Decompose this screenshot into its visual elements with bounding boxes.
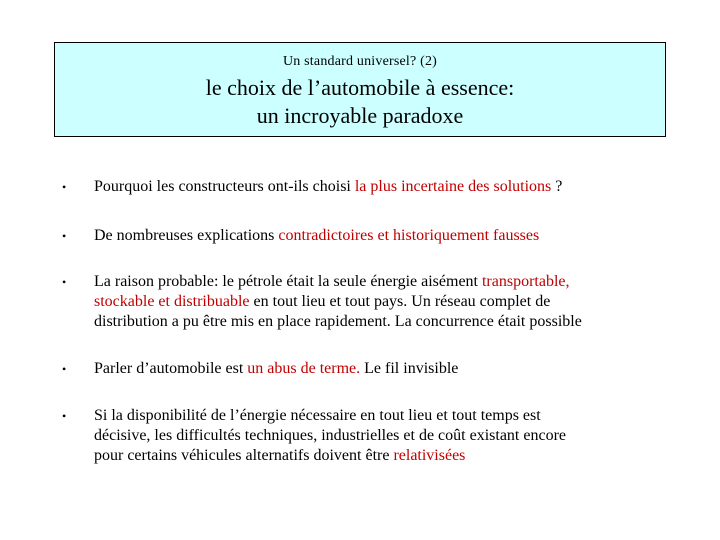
bullet-text-segment: distribution a pu être mis en place rapidement. La concurrence était possible xyxy=(94,313,582,330)
highlighted-phrase: stockable et distribuable xyxy=(94,293,250,310)
highlighted-phrase: transportable, xyxy=(481,273,570,290)
bullet-text-segment: Pourquoi les constructeurs ont-ils choisi xyxy=(94,178,355,195)
bullet-text-segment: La raison probable: le pétrole était la seule énergie aisément xyxy=(94,273,482,290)
highlighted-phrase: un abus de terme. xyxy=(247,360,361,377)
bullet-dot: • xyxy=(62,409,67,423)
bullet-dot: • xyxy=(62,275,67,289)
bullet-text xyxy=(94,177,664,197)
bullet-text-segment: ? xyxy=(551,178,563,195)
bullet-dot: • xyxy=(62,180,67,194)
highlighted-phrase: la plus incertaine des solutions xyxy=(354,178,552,195)
bullet-line xyxy=(94,359,664,379)
bullet-text-segment: De nombreuses explications xyxy=(94,227,279,244)
bullet-line xyxy=(94,226,664,246)
slide-title-line-1: le choix de l’automobile à essence: xyxy=(205,75,515,100)
bullet-text xyxy=(94,272,664,332)
bullet-text-segment: Le fil invisible xyxy=(360,360,459,377)
bullet-dot: • xyxy=(62,229,67,243)
bullet-dot: • xyxy=(62,362,67,376)
bullet-text-segment: en tout lieu et tout pays. Un réseau complet de xyxy=(249,293,551,310)
bullet-text-segment: Si la disponibilité de l’énergie nécessaire en tout lieu et tout temps est xyxy=(94,407,541,424)
slide-subtitle: Un standard universel? (2) xyxy=(282,54,438,69)
highlighted-phrase: relativisées xyxy=(393,447,466,464)
bullet-text-segment: Parler d’automobile est xyxy=(94,360,248,377)
bullet-text xyxy=(94,359,664,379)
bullet-line xyxy=(94,406,664,426)
bullet-line xyxy=(94,272,664,292)
bullet-text-segment: pour certains véhicules alternatifs doivent être xyxy=(94,447,394,464)
highlighted-phrase: contradictoires et historiquement fausses xyxy=(278,227,540,244)
bullet-line xyxy=(94,292,664,312)
bullet-line xyxy=(94,446,664,466)
bullet-text-segment: décisive, les difficultés techniques, industrielles et de coût existant encore xyxy=(94,427,566,444)
bullet-line xyxy=(94,312,664,332)
bullet-line xyxy=(94,177,664,197)
bullet-text xyxy=(94,406,664,466)
bullet-text xyxy=(94,226,664,246)
bullet-line xyxy=(94,426,664,446)
slide-title-line-2: un incroyable paradoxe xyxy=(256,103,464,128)
